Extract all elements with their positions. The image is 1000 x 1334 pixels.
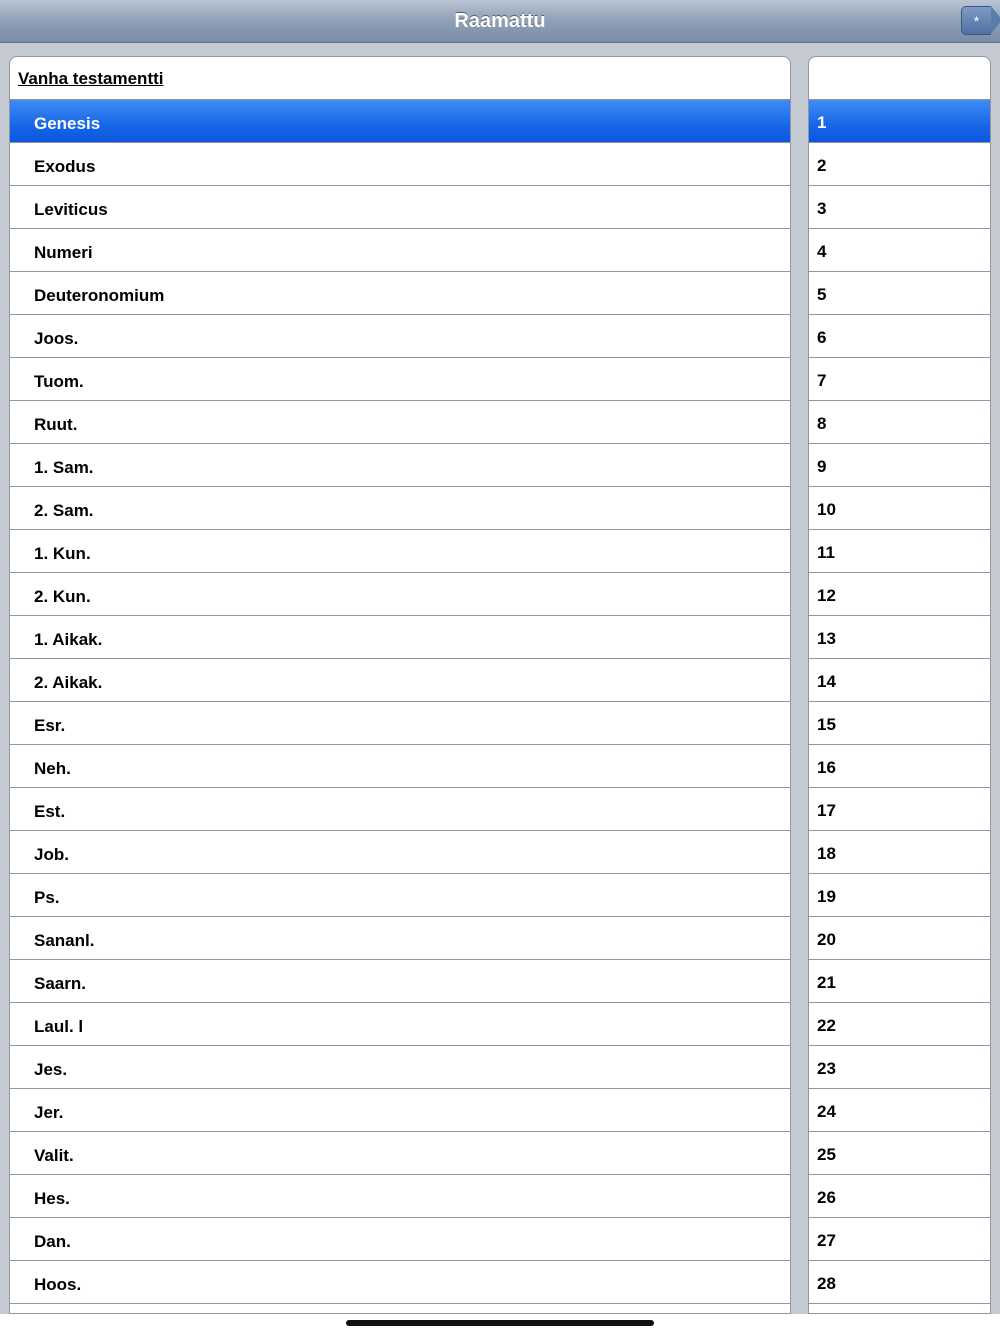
books-list <box>9 56 791 1314</box>
book-row[interactable] <box>10 1003 790 1046</box>
book-row[interactable] <box>10 1261 790 1304</box>
bookmark-button[interactable]: * <box>961 6 991 35</box>
book-row[interactable] <box>10 229 790 272</box>
book-row-label: Exodus <box>34 157 96 176</box>
chapter-row-label: 7 <box>817 371 827 390</box>
chapter-row-label: 20 <box>817 930 836 949</box>
chapter-row-label: 27 <box>817 1231 836 1250</box>
chapter-row[interactable] <box>809 1261 990 1304</box>
book-row-label: Joos. <box>34 329 79 348</box>
book-row[interactable] <box>10 1218 790 1261</box>
chapter-row[interactable] <box>809 702 990 745</box>
book-row[interactable] <box>10 100 790 143</box>
book-row[interactable] <box>10 444 790 487</box>
chapter-row[interactable] <box>809 1132 990 1175</box>
book-row[interactable] <box>10 573 790 616</box>
chapter-row-label: 11 <box>817 543 835 562</box>
book-row-label: Deuteronomium <box>34 286 165 305</box>
book-row-label: 1. Sam. <box>34 458 94 477</box>
book-row[interactable] <box>10 487 790 530</box>
chapter-row-label: 18 <box>817 844 836 863</box>
chapter-row[interactable] <box>809 1003 990 1046</box>
book-row[interactable] <box>10 272 790 315</box>
chapter-row[interactable] <box>809 1218 990 1261</box>
chapter-row[interactable] <box>809 1046 990 1089</box>
chapter-row[interactable] <box>809 186 990 229</box>
chapter-row[interactable] <box>809 143 990 186</box>
page-title: Raamattu <box>454 10 546 32</box>
chapter-row-label: 3 <box>817 199 827 218</box>
chapter-row-label: 2 <box>817 156 827 175</box>
chapter-row-label: 24 <box>817 1102 836 1121</box>
book-row-label: 2. Sam. <box>34 501 94 520</box>
chapter-row-label: 28 <box>817 1274 836 1293</box>
chapter-row[interactable] <box>809 616 990 659</box>
chapter-row-label: 12 <box>817 586 836 605</box>
chapter-row[interactable] <box>809 573 990 616</box>
chapter-row[interactable] <box>809 960 990 1003</box>
chapter-row[interactable] <box>809 1089 990 1132</box>
chapter-row-label: 10 <box>817 500 836 519</box>
chapter-row-label: 21 <box>817 973 836 992</box>
book-row-label: Ruut. <box>34 415 78 434</box>
chapter-row[interactable] <box>809 659 990 702</box>
book-row-label: Dan. <box>34 1232 71 1251</box>
chapter-row-label: 8 <box>817 414 827 433</box>
chapter-row[interactable] <box>809 831 990 874</box>
book-row-label: Job. <box>34 845 69 864</box>
book-row-label: Sananl. <box>34 931 95 950</box>
chapter-row-label: 6 <box>817 328 827 347</box>
book-row-label: Genesis <box>34 114 101 133</box>
book-row-label: 1. Kun. <box>34 544 91 563</box>
book-row[interactable] <box>10 616 790 659</box>
book-row[interactable] <box>10 659 790 702</box>
chapter-row-label: 13 <box>817 629 836 648</box>
book-row-label: Leviticus <box>34 200 108 219</box>
chapter-row-label: 14 <box>817 672 836 691</box>
chapter-row[interactable] <box>809 229 990 272</box>
book-row-label: Hes. <box>34 1189 70 1208</box>
book-row-label: Tuom. <box>34 372 84 391</box>
chapter-row-label: 25 <box>817 1145 836 1164</box>
chapter-row-label: 26 <box>817 1188 836 1207</box>
book-row-label: Hoos. <box>34 1275 82 1294</box>
book-row-label: 1. Aikak. <box>34 630 103 649</box>
chapters-list <box>808 56 991 1314</box>
book-row-label: Est. <box>34 802 66 821</box>
book-row[interactable] <box>10 831 790 874</box>
book-row[interactable] <box>10 401 790 444</box>
section-title[interactable]: Vanha testamentti <box>18 69 164 88</box>
book-row-label: Neh. <box>34 759 71 778</box>
book-row-label: Ps. <box>34 888 60 907</box>
chapter-row[interactable] <box>809 358 990 401</box>
chapter-row[interactable] <box>809 530 990 573</box>
book-row[interactable] <box>10 1175 790 1218</box>
chapter-row-label: 19 <box>817 887 836 906</box>
navigation-bar <box>0 0 1000 43</box>
chapter-row-label: 17 <box>817 801 836 820</box>
chapter-row-label: 1 <box>817 113 827 132</box>
book-row-label: Jes. <box>34 1060 68 1079</box>
book-row[interactable] <box>10 358 790 401</box>
book-row[interactable] <box>10 315 790 358</box>
chapter-row-label: 16 <box>817 758 836 777</box>
chapters-section-header <box>809 57 990 100</box>
books-section-header <box>10 57 790 100</box>
book-row[interactable] <box>10 702 790 745</box>
chapter-row-label: 4 <box>817 242 827 261</box>
book-row-label: 2. Aikak. <box>34 673 103 692</box>
book-row[interactable] <box>10 530 790 573</box>
book-row[interactable] <box>10 186 790 229</box>
chapter-row[interactable] <box>809 315 990 358</box>
chapter-row[interactable] <box>809 487 990 530</box>
book-row-label: Esr. <box>34 716 66 735</box>
book-row[interactable] <box>10 960 790 1003</box>
chapter-row[interactable] <box>809 1175 990 1218</box>
chapter-row[interactable] <box>809 444 990 487</box>
chapter-row[interactable] <box>809 874 990 917</box>
chapter-row-label: 9 <box>817 457 827 476</box>
book-row[interactable] <box>10 143 790 186</box>
chapter-row[interactable] <box>809 401 990 444</box>
chapter-row[interactable] <box>809 788 990 831</box>
chapter-row[interactable] <box>809 745 990 788</box>
book-row[interactable] <box>10 874 790 917</box>
book-row-label: Saarn. <box>34 974 86 993</box>
book-row[interactable] <box>10 917 790 960</box>
chapter-row-label: 22 <box>817 1016 836 1035</box>
book-row-label: Jer. <box>34 1103 64 1122</box>
book-row[interactable] <box>10 1132 790 1175</box>
book-row[interactable] <box>10 1089 790 1132</box>
book-row[interactable] <box>10 745 790 788</box>
book-row[interactable] <box>10 1046 790 1089</box>
book-row-label: Laul. l <box>34 1017 84 1036</box>
chapter-row-label: 15 <box>817 715 836 734</box>
book-row-label: Numeri <box>34 243 93 262</box>
chapter-row[interactable] <box>809 917 990 960</box>
chapter-row[interactable] <box>809 272 990 315</box>
chapter-row-label: 23 <box>817 1059 836 1078</box>
home-indicator[interactable] <box>346 1320 654 1326</box>
chapter-row[interactable] <box>809 100 990 143</box>
book-row-label: 2. Kun. <box>34 587 91 606</box>
book-row[interactable] <box>10 788 790 831</box>
book-row-label: Valit. <box>34 1146 74 1165</box>
chapter-row-label: 5 <box>817 285 827 304</box>
